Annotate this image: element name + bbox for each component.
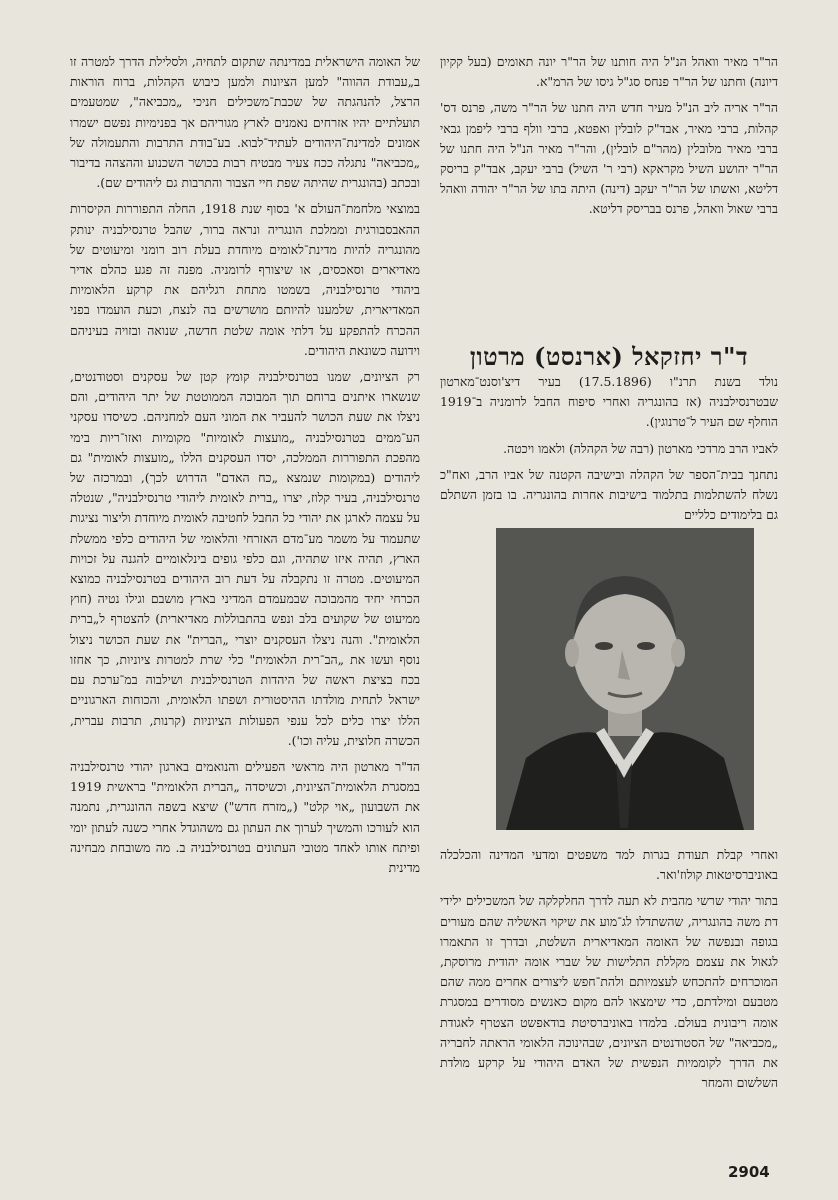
bio-title: ד"ר יחזקאל (ארנסט) מרטון — [469, 342, 749, 371]
paragraph: במוצאי מלחמת־העולם א' בסוף שנת 1918, החלה התפוררות הקיסרות ההאבסבורגית וממלכת הונגריה ונראה ברור, שהבל טרנסילבניה ינותק מהונגריה להיות מדינת־לאומים מיוחדת בעלת רוב רומני ומיעוטים של מאדיארים וסאכסים, או שיצורף לרומניה. מפנה זה פגע כהלם אדיר ביהודי טרנסילבניה, בשמטו מתחת רגליהם את קרקע הלאומיות המאדיארית, שלמענו להיותם מושרשים בה לנצח, וכעת הועמדו בפני ההכרח להתפקע על דלתי אומה שלטת חדשה, שנואה ובזויה בעיניהם וידועה כשונאת היהודים. — [70, 201, 420, 358]
paragraph: הר"ר אריה ליב הנ"ל מעיר חדש היה חתנו של הר"ר משה, פרנס דס' קהלות, ברבי מאיר, אבד"ק לובלין ואפטא, ברבי וולף ברבי ליפמן גבאי ברבי מאיר מלובלין (מהר"ם לובלין), והר"ר מאיר הנ"ל היה חתנו של הר"ר יהושע השיל מקראקא (רבי ר' השיל) ברבי יעקב, אבד"ק בריסק דליטא, ואשתו של הר"ר יעקב (דינה) היתה בתו של הר"ר יהודה וואהל ברבי שאול וואהל, פרנס בבריסק דליטא. — [440, 100, 778, 217]
page-number: 2904 — [728, 1163, 770, 1181]
paragraph: נתחנך בבית־הספר של הקהלה ובישיבה הקטנה של אביו הרב, ואח"כ נשלח להשתלמות בתלמוד בישיבות אחרות בהונגריה. בו בזמן השתלם גם בלימודים כלליים — [440, 466, 778, 523]
right-column-top — [440, 52, 778, 226]
paragraph: בתור יהודי שרשי מהבית לא תעה לדרך החלקלקה של המשכילים ילידי דת משה בהונגריה, שהשתדלו לג־מוע את שיקוי האשליה שהם מעורים בגופה ובנפשה של האומה המאדיארית השלטת, ובדרך זו התאמרו לגאול את עצמם מקללת התלישות של שברי אומה יהודית מרוסקת, המוכרחים להתכחש לעצמיותם ולהת־חפש ליצורים אחרים ממה שהם מטבעם ומילדתם, כדי שימצאו להם מקום כאנשים מסודרים במסגרת אומה ריבונית בעולם. בלמדו באוניברסיטת בודאפשט הצטרף לאגודת „מכביאה" של הסטודנטים הציונים, שבהינוכה הלאומי הראתה לחבריה את הדרך לקוממיות הנפשית של האדם היהודי על קרקע מולדת השלשום והמחר — [440, 893, 778, 1091]
paragraph: לאביו הרב מרדכי מארטון (רבה של הקהלה) ולאמו ויכטה. — [503, 440, 778, 456]
portrait-photo — [496, 528, 754, 830]
paragraph: רק הציונים, שמנו בטרנסילבניה קומץ קטן של עסקנים וסטודנטים, שנשארו איתנים ברוחם תוך המבוכה הממוטטת של יתר היהודים, והם ניצלו את שעת הכושר להעביר את המוני העם למחניהם. כשיסדו עסקני הע־ממים בטרנסילבניה „מועצות לאומיות" מקומיות ואזו־ריות בימי מהפכת התפוררות הממלכה, יסדו העסקנים הללו „מועצות לאומית" גם ליהודים (במקומות שנמצא „כח האדם" הדרוש לכך), ובמרכזה של טרנסילבניה, בעיר קלוז, יצרו „ברית לאומית ליהודי טרנסילבניה", שנטלה על עצמה לארגן את יהודי כל החבל לחטיבה לאומית מיוחדת וליצור נציגות שתעמוד על משמר מע־מדם האזרחי והלאומי של היהודים כלפי ממשלת הארץ, תהיה איזו שתהיה, וגם כלפי גופים בינלאומיים להגנה על זכויות המיעוטים. מטרה זו נתקבלה על דעת רוב היהודים בטרנסילבניה כמוצא הכרחי יחיד מהמבוכה שבמעמדם המדיני בארץ מושבם וגילו נטיה (חוץ ממיעוט של שקועים בלב ונפש בהתבוללות מאדיארית) להצטרף ל„ברית הלאומית". והנה ניצלו העסקנים יוצרי „הברית" את שעת הכושר ניצול נוסף ועשו את „הב־רית הלאומית" כלי שרת למטרות ציוניות, כך אחזו בכח בציצת ראשה של היהדות הטרנסילבנית ושילבוה במ־ערכת עם ישראל לתחית מולדתו ההיסטורית ושפתו הלאומית, והכוחות הארגוניים הללו יצרו כלים לכל ענפי הפעולות הציוניות (קרנות, תרבות עברית, הכשרה חלוצית, עליה וכו'). — [70, 369, 420, 748]
paragraph: נולד בשנת תרנ"ו (17.5.1896) בעיר דיצ'וסנט־מארטון שבטרנסילבניה (אז בהונגריה ואחרי סיפוח החבל לרומניה ב־1919 הוחלף שם העיר ל־טרנוגין). — [440, 374, 778, 430]
paragraph: הר"ר מאיר וואהל הנ"ל היה חותנו של הר"ר יונה תאומים (בעל קקיון דיונה) וחתנו של הר"ר פנחס סג"ל גיסו של הרמ"א. — [440, 54, 778, 90]
right-column-bottom — [440, 845, 778, 1099]
paragraph: ואחרי קבלת תעודת בגרות למד משפטים ומדעי המדינה והכלכלה באוניברסיטאות קולוז'ואר. — [440, 847, 778, 883]
paragraph: של האומה הישראלית במדינתה שתקום לתחיה, ולסלילת הדרך למטרה זו ב„עבודת ההווה" למען הציונות ולמען כיבוש הקהלות, ברוח הוראות הרצל, להנהגתה של שכבת־משכילים חניכי „מכביאה", שמטעמים תועלתיים יהיו אזרחים נאמנים לארץ מגוריהם אך בפנימיות נפשם ישמרו אמונים למדינת־היהודים לעתיד־לבוא. בע־בודת התרבות והתעמולה של „מכביאה" נתגלה ככח צעיר מבטיח רבות בכושר השכנוע וההצהה בדיבור ובכתב (בהונגרית שהיתה שפת חיי הצבור והתרבות גם ליהודים שם). — [70, 54, 420, 191]
left-column — [70, 52, 420, 884]
right-column-bio — [440, 372, 778, 531]
paragraph: הד"ר מארטון היה מראשי הפעילים והנואמים בארגון יהודי טרנסילבניה במסגרת הלאומית־הציונית, וכשיסדה „הברית הלאומית" בראשית 1919 את השבועון „אוי קלט" („מזרח חדש") שיצא בשפה ההונגרית, נתמנה הוא לעורכו והמשיך לערוך את העתון גם משהוגדל אחרי כשנה לעתון יומי ופיתח אותו לאחד מטובי העתונים בטרנסילבניה ב. מה משובחת מבחינה מדינית — [70, 758, 420, 875]
